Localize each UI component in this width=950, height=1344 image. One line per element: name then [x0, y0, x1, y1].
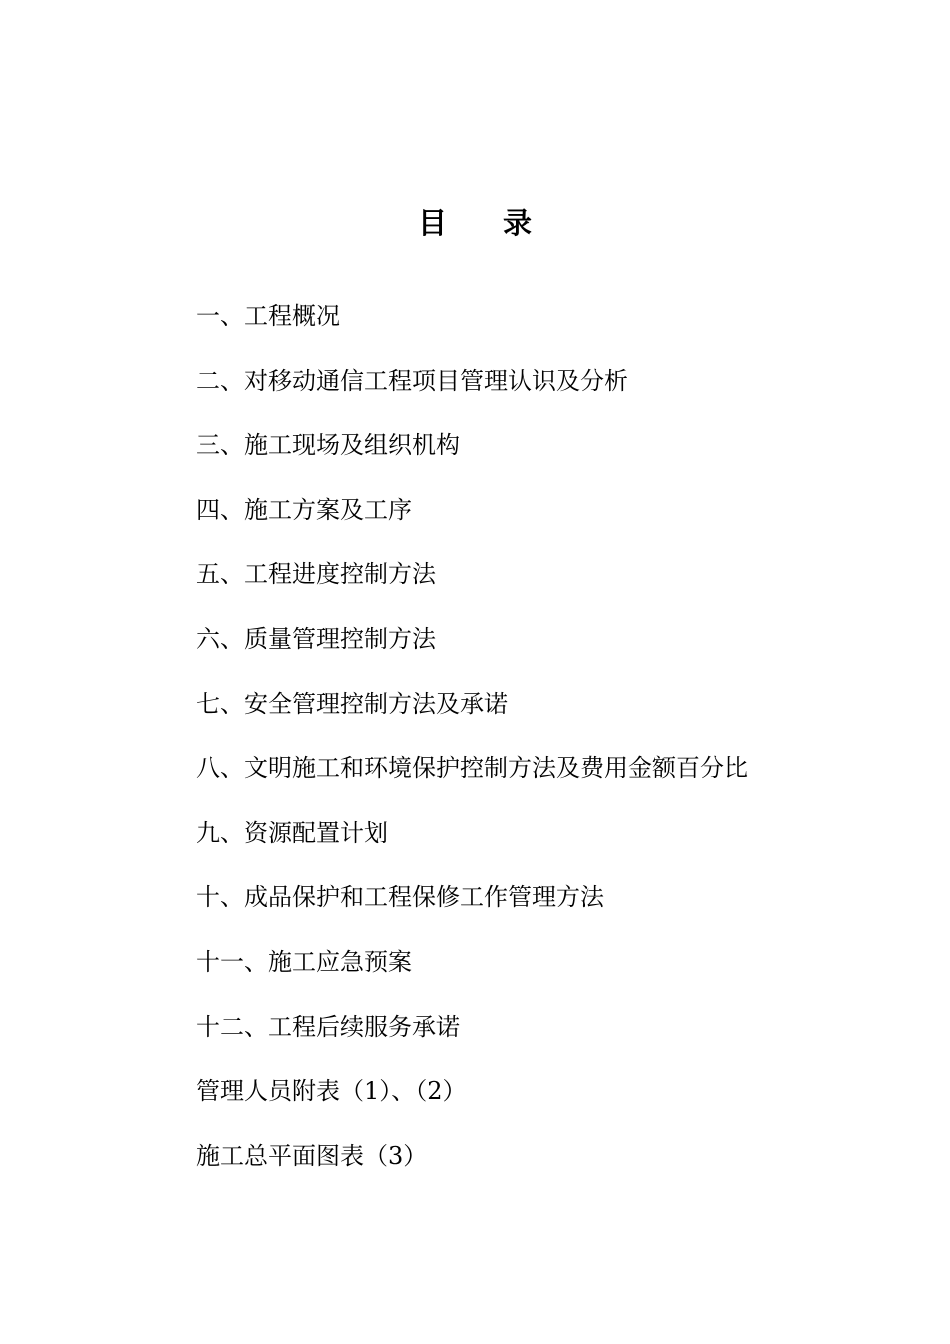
title-char-2: 录 — [503, 206, 533, 240]
title-char-1: 目 — [417, 206, 447, 240]
page-title — [0, 203, 950, 243]
toc-item[interactable]: 八、文明施工和环境保护控制方法及费用金额百分比 — [196, 754, 748, 783]
toc-item[interactable]: 管理人员附表（1）、（2） — [196, 1077, 467, 1106]
toc-item[interactable]: 九、资源配置计划 — [196, 818, 388, 847]
toc-item[interactable]: 一、工程概况 — [196, 302, 340, 330]
toc-item[interactable]: 十一、施工应急预案 — [196, 947, 412, 976]
toc-item[interactable]: 三、施工现场及组织机构 — [196, 431, 460, 460]
toc-item[interactable]: 二、对移动通信工程项目管理认识及分析 — [196, 366, 628, 395]
toc-item[interactable]: 五、工程进度控制方法 — [196, 560, 436, 589]
toc-item[interactable]: 十二、工程后续服务承诺 — [196, 1012, 460, 1041]
toc-item[interactable]: 施工总平面图表（3） — [196, 1141, 428, 1170]
toc-item[interactable]: 十、成品保护和工程保修工作管理方法 — [196, 883, 604, 912]
toc-item[interactable]: 四、施工方案及工序 — [196, 495, 412, 524]
toc-item[interactable]: 六、质量管理控制方法 — [196, 624, 436, 653]
toc-item[interactable]: 七、安全管理控制方法及承诺 — [196, 689, 508, 718]
table-of-contents — [196, 296, 896, 1200]
